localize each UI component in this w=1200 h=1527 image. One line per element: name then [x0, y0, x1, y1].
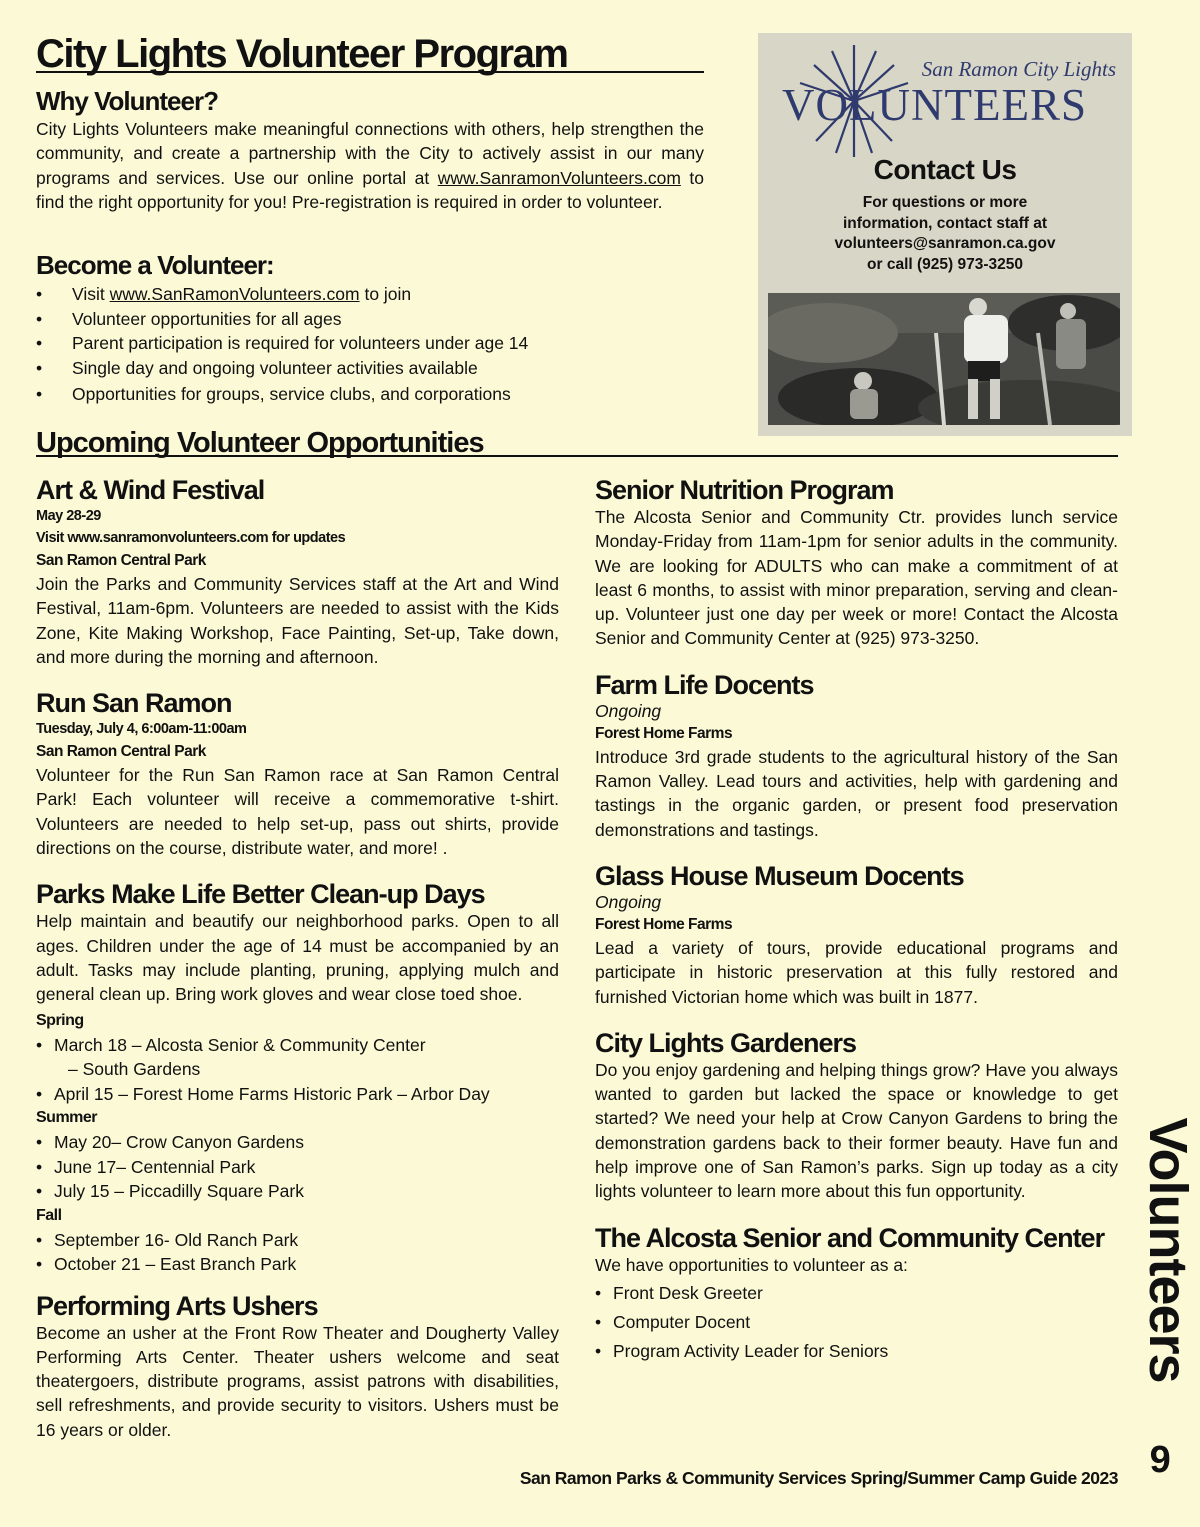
- list-item: • April 15 – Forest Home Farms Historic Park – Arbor Day: [36, 1082, 559, 1107]
- city-lights-gardeners: [595, 1028, 1118, 1204]
- join-link[interactable]: www.SanRamonVolunteers.com: [109, 284, 360, 304]
- gardeners-text: Do you enjoy gardening and helping things grow? Have you always wanted to garden but lacked the space or knowledge to get started? We need your help at Crow Canyon Gardens to bring the demonstration gardens back to their former beauty. Have fun and help improve one of San Ramon’s parks. Sign up today as a city lights volunteer to learn more about this fun opportunity.: [595, 1059, 1118, 1202]
- summer-label: Summer: [36, 1109, 98, 1127]
- glass-frequency: Ongoing: [595, 891, 662, 912]
- why-text-before: City Lights Volunteers make meaningful connections with others, help strengthen the community, and create a partnership with the City to actively assist in our many programs and services. Use our online portal at: [36, 119, 704, 188]
- side-tab-label: Volunteers: [1138, 1117, 1198, 1383]
- run-date: Tuesday, July 4, 6:00am-11:00am: [36, 721, 247, 738]
- glass-location: Forest Home Farms: [595, 915, 733, 933]
- contact-info: [758, 193, 1132, 275]
- contact-heading: Contact Us: [873, 154, 1017, 185]
- footer: San Ramon Parks & Community Services Spring/Summer Camp Guide 2023: [519, 1468, 1118, 1488]
- farm-text: Introduce 3rd grade students to the agricultural history of the San Ramon Valley. Lead tours and activities, help with gardening and tastings in the organic garden, or present food preservation demonstrations and tastings.: [595, 746, 1118, 840]
- list-item: • Opportunities for groups, service clubs, and corporations: [36, 382, 704, 407]
- nutrition-title: Senior Nutrition Program: [595, 475, 894, 505]
- art-wind-festival: [36, 475, 559, 669]
- art-text: Join the Parks and Community Services staff at the Art and Wind Festival, 11am-6pm. Volunteers are needed to assist with the Kids Zone, Kite Making Workshop, Face Painting, Set-up, Take down, and more during the morning and afternoon.: [36, 574, 559, 667]
- parks-cleanup: [36, 879, 559, 1276]
- upcoming-rule: [36, 455, 1118, 457]
- contact-phone: or call (925) 973-3250: [867, 255, 1023, 273]
- why-volunteer-section: [36, 86, 704, 214]
- fall-list: [36, 1228, 559, 1277]
- glass-title: Glass House Museum Docents: [595, 860, 964, 891]
- volunteers-photo: [768, 293, 1120, 425]
- art-title: Art & Wind Festival: [36, 475, 265, 505]
- list-item: • July 15 – Piccadilly Square Park: [36, 1179, 559, 1204]
- gardeners-title: City Lights Gardeners: [595, 1027, 857, 1058]
- list-item-suffix: to join: [359, 284, 412, 304]
- art-location: San Ramon Central Park: [36, 552, 206, 569]
- farm-title: Farm Life Docents: [595, 669, 814, 700]
- become-section: [36, 250, 704, 407]
- list-item: • Program Activity Leader for Seniors: [595, 1337, 1118, 1366]
- list-item-prefix: Visit: [72, 284, 110, 304]
- upcoming-heading: Upcoming Volunteer Opportunities: [36, 427, 484, 459]
- run-title: Run San Ramon: [36, 688, 232, 719]
- volunteers-logo: [776, 43, 1116, 158]
- portal-link[interactable]: www.SanramonVolunteers.com: [437, 167, 681, 188]
- farm-location: Forest Home Farms: [595, 724, 733, 742]
- list-item: • Volunteer opportunities for all ages: [36, 307, 704, 332]
- alcosta-list: [595, 1279, 1118, 1366]
- left-column: [36, 475, 559, 1442]
- art-date: May 28-29: [36, 508, 101, 524]
- list-item: • Parent participation is required for volunteers under age 14: [36, 331, 704, 356]
- parks-text: Help maintain and beautify our neighborhood parks. Open to all ages. Children under the age of 14 must be accompanied by an adult. Tasks may include planting, pruning, applying mulch and general clean up. Bring work gloves and wear close toed shoe.: [36, 911, 559, 1005]
- spring-label: Spring: [36, 1011, 84, 1029]
- list-item: • Computer Docent: [595, 1308, 1118, 1337]
- nutrition-text: The Alcosta Senior and Community Ctr. provides lunch service Monday-Friday from 11am-1pm for senior adults in the community. We are looking for ADULTS who can make a commitment of at least 6 months, to assist with minor preparation, serving and clean-up. Volunteer just one day per week or more! Contact the Alcosta Senior and Community Center at (925) 973-3250.: [595, 507, 1118, 649]
- alcosta-intro: We have opportunities to volunteer as a:: [595, 1254, 908, 1275]
- run-location: San Ramon Central Park: [36, 743, 206, 761]
- contact-line: For questions or more: [862, 194, 1028, 211]
- farm-life-docents: [595, 670, 1118, 842]
- ushers-text: Become an usher at the Front Row Theater and Dougherty Valley Performing Arts Center. Theater ushers welcome and seat theatergoers, distribute programs, assist patrons with disabilities, sell refreshments, and provide security to visitors. Ushers must be 16 years or older.: [36, 1322, 559, 1440]
- alcosta-center: [595, 1223, 1118, 1366]
- list-item: • June 17– Centennial Park: [36, 1155, 559, 1180]
- farm-frequency: Ongoing: [595, 700, 662, 721]
- logo-wordmark: VOLUNTEERS: [782, 80, 1087, 130]
- run-text: Volunteer for the Run San Ramon race at San Ramon Central Park! Each volunteer will receive a commemorative t-shirt. Volunteers are needed to help set-up, pass out shirts, provide directions on the course, distribute water, and more! .: [36, 765, 559, 859]
- glass-house-docents: [595, 861, 1118, 1009]
- list-item: • May 20– Crow Canyon Gardens: [36, 1130, 559, 1155]
- logo-tagline: San Ramon City Lights: [921, 57, 1116, 81]
- contact-box: [758, 33, 1132, 436]
- senior-nutrition: [595, 475, 1118, 651]
- fall-label: Fall: [36, 1206, 62, 1224]
- why-heading: Why Volunteer?: [36, 86, 218, 116]
- become-heading: Become a Volunteer:: [36, 250, 274, 280]
- list-item: • September 16- Old Ranch Park: [36, 1228, 559, 1253]
- why-text: [36, 117, 704, 214]
- section-side-tab: [1138, 1117, 1198, 1383]
- list-item: • October 21 – East Branch Park: [36, 1252, 559, 1277]
- art-note: Visit www.sanramonvolunteers.com for updates: [36, 530, 346, 546]
- title-rule: [36, 71, 704, 73]
- parks-title: Parks Make Life Better Clean-up Days: [36, 879, 485, 910]
- contact-line: information, contact staff at: [842, 214, 1048, 232]
- ushers-title: Performing Arts Ushers: [36, 1290, 318, 1321]
- contact-email[interactable]: volunteers@sanramon.ca.gov: [834, 235, 1056, 252]
- list-item-continued: – South Gardens: [68, 1059, 201, 1080]
- list-item: • March 18 – Alcosta Senior & Community Center: [36, 1033, 559, 1058]
- page-number: 9: [1149, 1439, 1171, 1481]
- glass-text: Lead a variety of tours, provide educational programs and participate in historic preservation at this fully restored and furnished Victorian home which was built in 1877.: [595, 937, 1118, 1007]
- page-title: City Lights Volunteer Program: [36, 32, 568, 76]
- performing-arts-ushers: [36, 1291, 559, 1442]
- list-item: • Single day and ongoing volunteer activities available: [36, 356, 704, 381]
- alcosta-title: The Alcosta Senior and Community Center: [595, 1222, 1105, 1253]
- summer-list: [36, 1130, 559, 1204]
- become-list: [36, 282, 704, 407]
- gardening-volunteers-image: [768, 293, 1120, 425]
- list-item: [36, 282, 704, 307]
- spring-list: [36, 1033, 559, 1107]
- why-text-after: to find the right opportunity for you! Pre-registration is required in order to volunteer.: [36, 167, 704, 212]
- run-san-ramon: [36, 688, 559, 860]
- right-column: [595, 475, 1118, 1366]
- list-item: • Front Desk Greeter: [595, 1279, 1118, 1308]
